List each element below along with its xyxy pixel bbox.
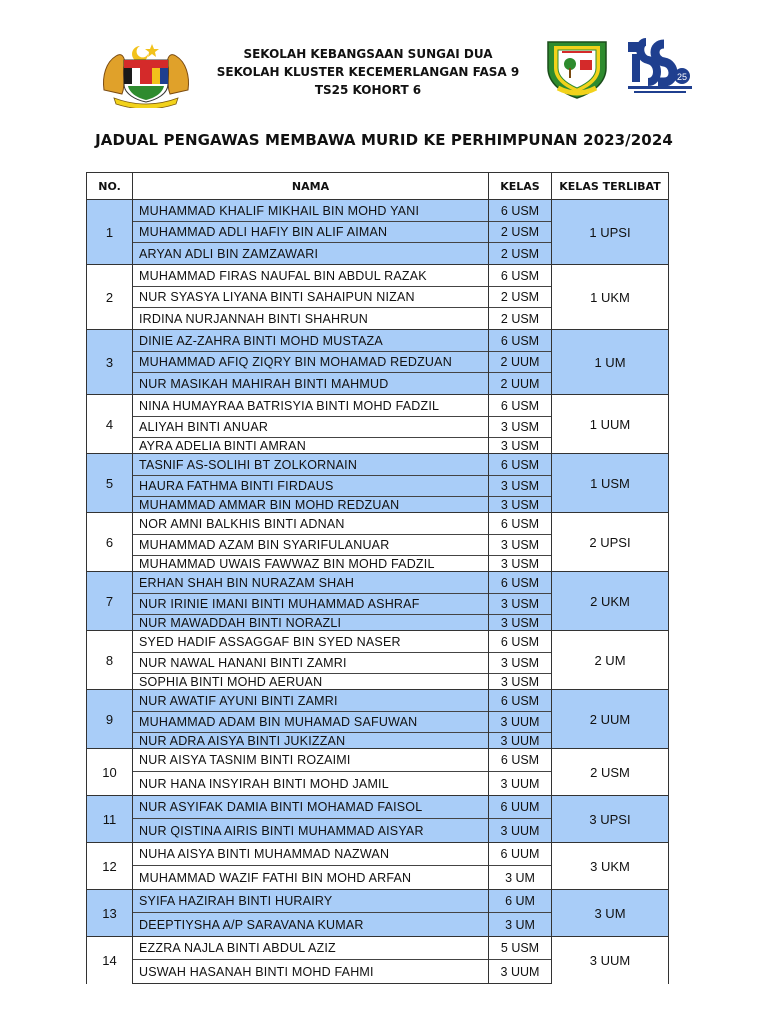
class-cell: 3 UM xyxy=(489,866,552,890)
row-group xyxy=(87,796,669,843)
student-name-cell: NUR IRINIE IMANI BINTI MUHAMMAD ASHRAF xyxy=(133,594,489,615)
student-name-cell: MUHAMMAD KHALIF MIKHAIL BIN MOHD YANI xyxy=(133,200,489,222)
assigned-class-cell: 2 UM xyxy=(552,631,669,690)
class-cell: 3 USM xyxy=(489,615,552,631)
row-group xyxy=(87,690,669,749)
row-group xyxy=(87,265,669,330)
student-name-cell: TASNIF AS-SOLIHI BT ZOLKORNAIN xyxy=(133,454,489,476)
group-number-cell: 2 xyxy=(87,265,133,330)
class-cell: 6 USM xyxy=(489,572,552,594)
table-row xyxy=(87,513,669,535)
table-row xyxy=(87,690,669,712)
column-header-no: NO. xyxy=(87,173,133,200)
student-name-cell: MUHAMMAD WAZIF FATHI BIN MOHD ARFAN xyxy=(133,866,489,890)
table-row xyxy=(87,631,669,653)
row-group xyxy=(87,395,669,454)
group-number-cell: 7 xyxy=(87,572,133,631)
class-cell: 2 USM xyxy=(489,308,552,330)
row-group xyxy=(87,843,669,890)
table-row xyxy=(87,749,669,772)
column-header-kelas-terlibat: KELAS TERLIBAT xyxy=(552,173,669,200)
class-cell: 3 UUM xyxy=(489,960,552,984)
table-row xyxy=(87,937,669,960)
class-cell: 3 USM xyxy=(489,653,552,674)
group-number-cell: 13 xyxy=(87,890,133,937)
row-group xyxy=(87,749,669,796)
class-cell: 6 UUM xyxy=(489,796,552,819)
assigned-class-cell: 3 UUM xyxy=(552,937,669,984)
student-name-cell: DEEPTIYSHA A/P SARAVANA KUMAR xyxy=(133,913,489,937)
row-group xyxy=(87,631,669,690)
assigned-class-cell: 2 UPSI xyxy=(552,513,669,572)
group-number-cell: 5 xyxy=(87,454,133,513)
coat-of-arms-icon xyxy=(100,40,192,108)
table-row xyxy=(87,330,669,352)
table-row xyxy=(87,890,669,913)
class-cell: 3 USM xyxy=(489,497,552,513)
student-name-cell: NUR ADRA AISYA BINTI JUKIZZAN xyxy=(133,733,489,749)
row-group xyxy=(87,937,669,984)
column-header-kelas: KELAS xyxy=(489,173,552,200)
student-name-cell: MUHAMMAD UWAIS FAWWAZ BIN MOHD FADZIL xyxy=(133,556,489,572)
student-name-cell: ERHAN SHAH BIN NURAZAM SHAH xyxy=(133,572,489,594)
class-cell: 3 UM xyxy=(489,913,552,937)
class-cell: 3 UUM xyxy=(489,712,552,733)
class-cell: 6 UUM xyxy=(489,843,552,866)
student-name-cell: NUR MASIKAH MAHIRAH BINTI MAHMUD xyxy=(133,373,489,395)
schedule-table xyxy=(86,172,669,984)
student-name-cell: ARYAN ADLI BIN ZAMZAWARI xyxy=(133,243,489,265)
group-number-cell: 4 xyxy=(87,395,133,454)
group-number-cell: 3 xyxy=(87,330,133,395)
row-group xyxy=(87,890,669,937)
class-cell: 3 UUM xyxy=(489,819,552,843)
table-row xyxy=(87,796,669,819)
class-cell: 3 USM xyxy=(489,535,552,556)
row-group xyxy=(87,454,669,513)
class-cell: 2 USM xyxy=(489,287,552,308)
table-row xyxy=(87,454,669,476)
student-name-cell: SYED HADIF ASSAGGAF BIN SYED NASER xyxy=(133,631,489,653)
student-name-cell: SYIFA HAZIRAH BINTI HURAIRY xyxy=(133,890,489,913)
class-cell: 3 USM xyxy=(489,594,552,615)
assigned-class-cell: 3 UM xyxy=(552,890,669,937)
assigned-class-cell: 1 UPSI xyxy=(552,200,669,265)
student-name-cell: NUR QISTINA AIRIS BINTI MUHAMMAD AISYAR xyxy=(133,819,489,843)
group-number-cell: 11 xyxy=(87,796,133,843)
student-name-cell: IRDINA NURJANNAH BINTI SHAHRUN xyxy=(133,308,489,330)
student-name-cell: EZZRA NAJLA BINTI ABDUL AZIZ xyxy=(133,937,489,960)
table-row xyxy=(87,200,669,222)
group-number-cell: 12 xyxy=(87,843,133,890)
class-cell: 6 USM xyxy=(489,330,552,352)
row-group xyxy=(87,330,669,395)
table-row xyxy=(87,572,669,594)
class-cell: 6 USM xyxy=(489,631,552,653)
student-name-cell: NOR AMNI BALKHIS BINTI ADNAN xyxy=(133,513,489,535)
class-cell: 6 USM xyxy=(489,454,552,476)
class-cell: 3 USM xyxy=(489,476,552,497)
class-cell: 3 USM xyxy=(489,674,552,690)
student-name-cell: ALIYAH BINTI ANUAR xyxy=(133,417,489,438)
row-group xyxy=(87,200,669,265)
class-cell: 6 USM xyxy=(489,200,552,222)
student-name-cell: AYRA ADELIA BINTI AMRAN xyxy=(133,438,489,454)
school-name-block xyxy=(200,45,536,99)
row-group xyxy=(87,513,669,572)
class-cell: 6 UM xyxy=(489,890,552,913)
row-group xyxy=(87,572,669,631)
class-cell: 6 USM xyxy=(489,513,552,535)
assigned-class-cell: 3 UKM xyxy=(552,843,669,890)
assigned-class-cell: 2 UKM xyxy=(552,572,669,631)
document-title: JADUAL PENGAWAS MEMBAWA MURID KE PERHIMPUNAN 2023/2024 xyxy=(95,131,673,149)
student-name-cell: DINIE AZ-ZAHRA BINTI MOHD MUSTAZA xyxy=(133,330,489,352)
group-number-cell: 10 xyxy=(87,749,133,796)
student-name-cell: MUHAMMAD ADAM BIN MUHAMAD SAFUWAN xyxy=(133,712,489,733)
group-number-cell: 6 xyxy=(87,513,133,572)
student-name-cell: SOPHIA BINTI MOHD AERUAN xyxy=(133,674,489,690)
school-cluster: SEKOLAH KLUSTER KECEMERLANGAN FASA 9 xyxy=(216,65,520,79)
group-number-cell: 14 xyxy=(87,937,133,984)
class-cell: 2 USM xyxy=(489,243,552,265)
assigned-class-cell: 1 UUM xyxy=(552,395,669,454)
class-cell: 3 USM xyxy=(489,556,552,572)
class-cell: 6 USM xyxy=(489,749,552,772)
group-number-cell: 9 xyxy=(87,690,133,749)
class-cell: 2 UUM xyxy=(489,373,552,395)
class-cell: 6 USM xyxy=(489,395,552,417)
ts25-logo-icon xyxy=(624,38,696,98)
table-header-row xyxy=(87,173,669,200)
school-name: SEKOLAH KEBANGSAAN SUNGAI DUA xyxy=(243,47,493,61)
school-cohort: TS25 KOHORT 6 xyxy=(314,83,422,97)
class-cell: 3 USM xyxy=(489,417,552,438)
student-name-cell: NUHA AISYA BINTI MUHAMMAD NAZWAN xyxy=(133,843,489,866)
student-name-cell: NUR SYASYA LIYANA BINTI SAHAIPUN NIZAN xyxy=(133,287,489,308)
column-header-nama: NAMA xyxy=(133,173,489,200)
document-header xyxy=(0,0,768,110)
student-name-cell: NUR ASYIFAK DAMIA BINTI MOHAMAD FAISOL xyxy=(133,796,489,819)
student-name-cell: NUR MAWADDAH BINTI NORAZLI xyxy=(133,615,489,631)
table-row xyxy=(87,843,669,866)
class-cell: 3 USM xyxy=(489,438,552,454)
table-row xyxy=(87,265,669,287)
assigned-class-cell: 2 UUM xyxy=(552,690,669,749)
assigned-class-cell: 1 USM xyxy=(552,454,669,513)
student-name-cell: MUHAMMAD FIRAS NAUFAL BIN ABDUL RAZAK xyxy=(133,265,489,287)
group-number-cell: 1 xyxy=(87,200,133,265)
school-crest-icon xyxy=(544,38,610,100)
group-number-cell: 8 xyxy=(87,631,133,690)
class-cell: 3 UUM xyxy=(489,772,552,796)
assigned-class-cell: 2 USM xyxy=(552,749,669,796)
class-cell: 2 USM xyxy=(489,222,552,243)
student-name-cell: HAURA FATHMA BINTI FIRDAUS xyxy=(133,476,489,497)
student-name-cell: MUHAMMAD AZAM BIN SYARIFULANUAR xyxy=(133,535,489,556)
svg-text:25: 25 xyxy=(677,72,688,82)
class-cell: 2 UUM xyxy=(489,352,552,373)
table-row xyxy=(87,395,669,417)
student-name-cell: NUR AWATIF AYUNI BINTI ZAMRI xyxy=(133,690,489,712)
assigned-class-cell: 1 UKM xyxy=(552,265,669,330)
student-name-cell: NUR AISYA TASNIM BINTI ROZAIMI xyxy=(133,749,489,772)
assigned-class-cell: 3 UPSI xyxy=(552,796,669,843)
class-cell: 6 USM xyxy=(489,690,552,712)
student-name-cell: NINA HUMAYRAA BATRISYIA BINTI MOHD FADZIL xyxy=(133,395,489,417)
class-cell: 5 USM xyxy=(489,937,552,960)
student-name-cell: NUR HANA INSYIRAH BINTI MOHD JAMIL xyxy=(133,772,489,796)
class-cell: 6 USM xyxy=(489,265,552,287)
assigned-class-cell: 1 UM xyxy=(552,330,669,395)
student-name-cell: MUHAMMAD AFIQ ZIQRY BIN MOHAMAD REDZUAN xyxy=(133,352,489,373)
student-name-cell: MUHAMMAD ADLI HAFIY BIN ALIF AIMAN xyxy=(133,222,489,243)
student-name-cell: MUHAMMAD AMMAR BIN MOHD REDZUAN xyxy=(133,497,489,513)
class-cell: 3 UUM xyxy=(489,733,552,749)
student-name-cell: NUR NAWAL HANANI BINTI ZAMRI xyxy=(133,653,489,674)
student-name-cell: USWAH HASANAH BINTI MOHD FAHMI xyxy=(133,960,489,984)
